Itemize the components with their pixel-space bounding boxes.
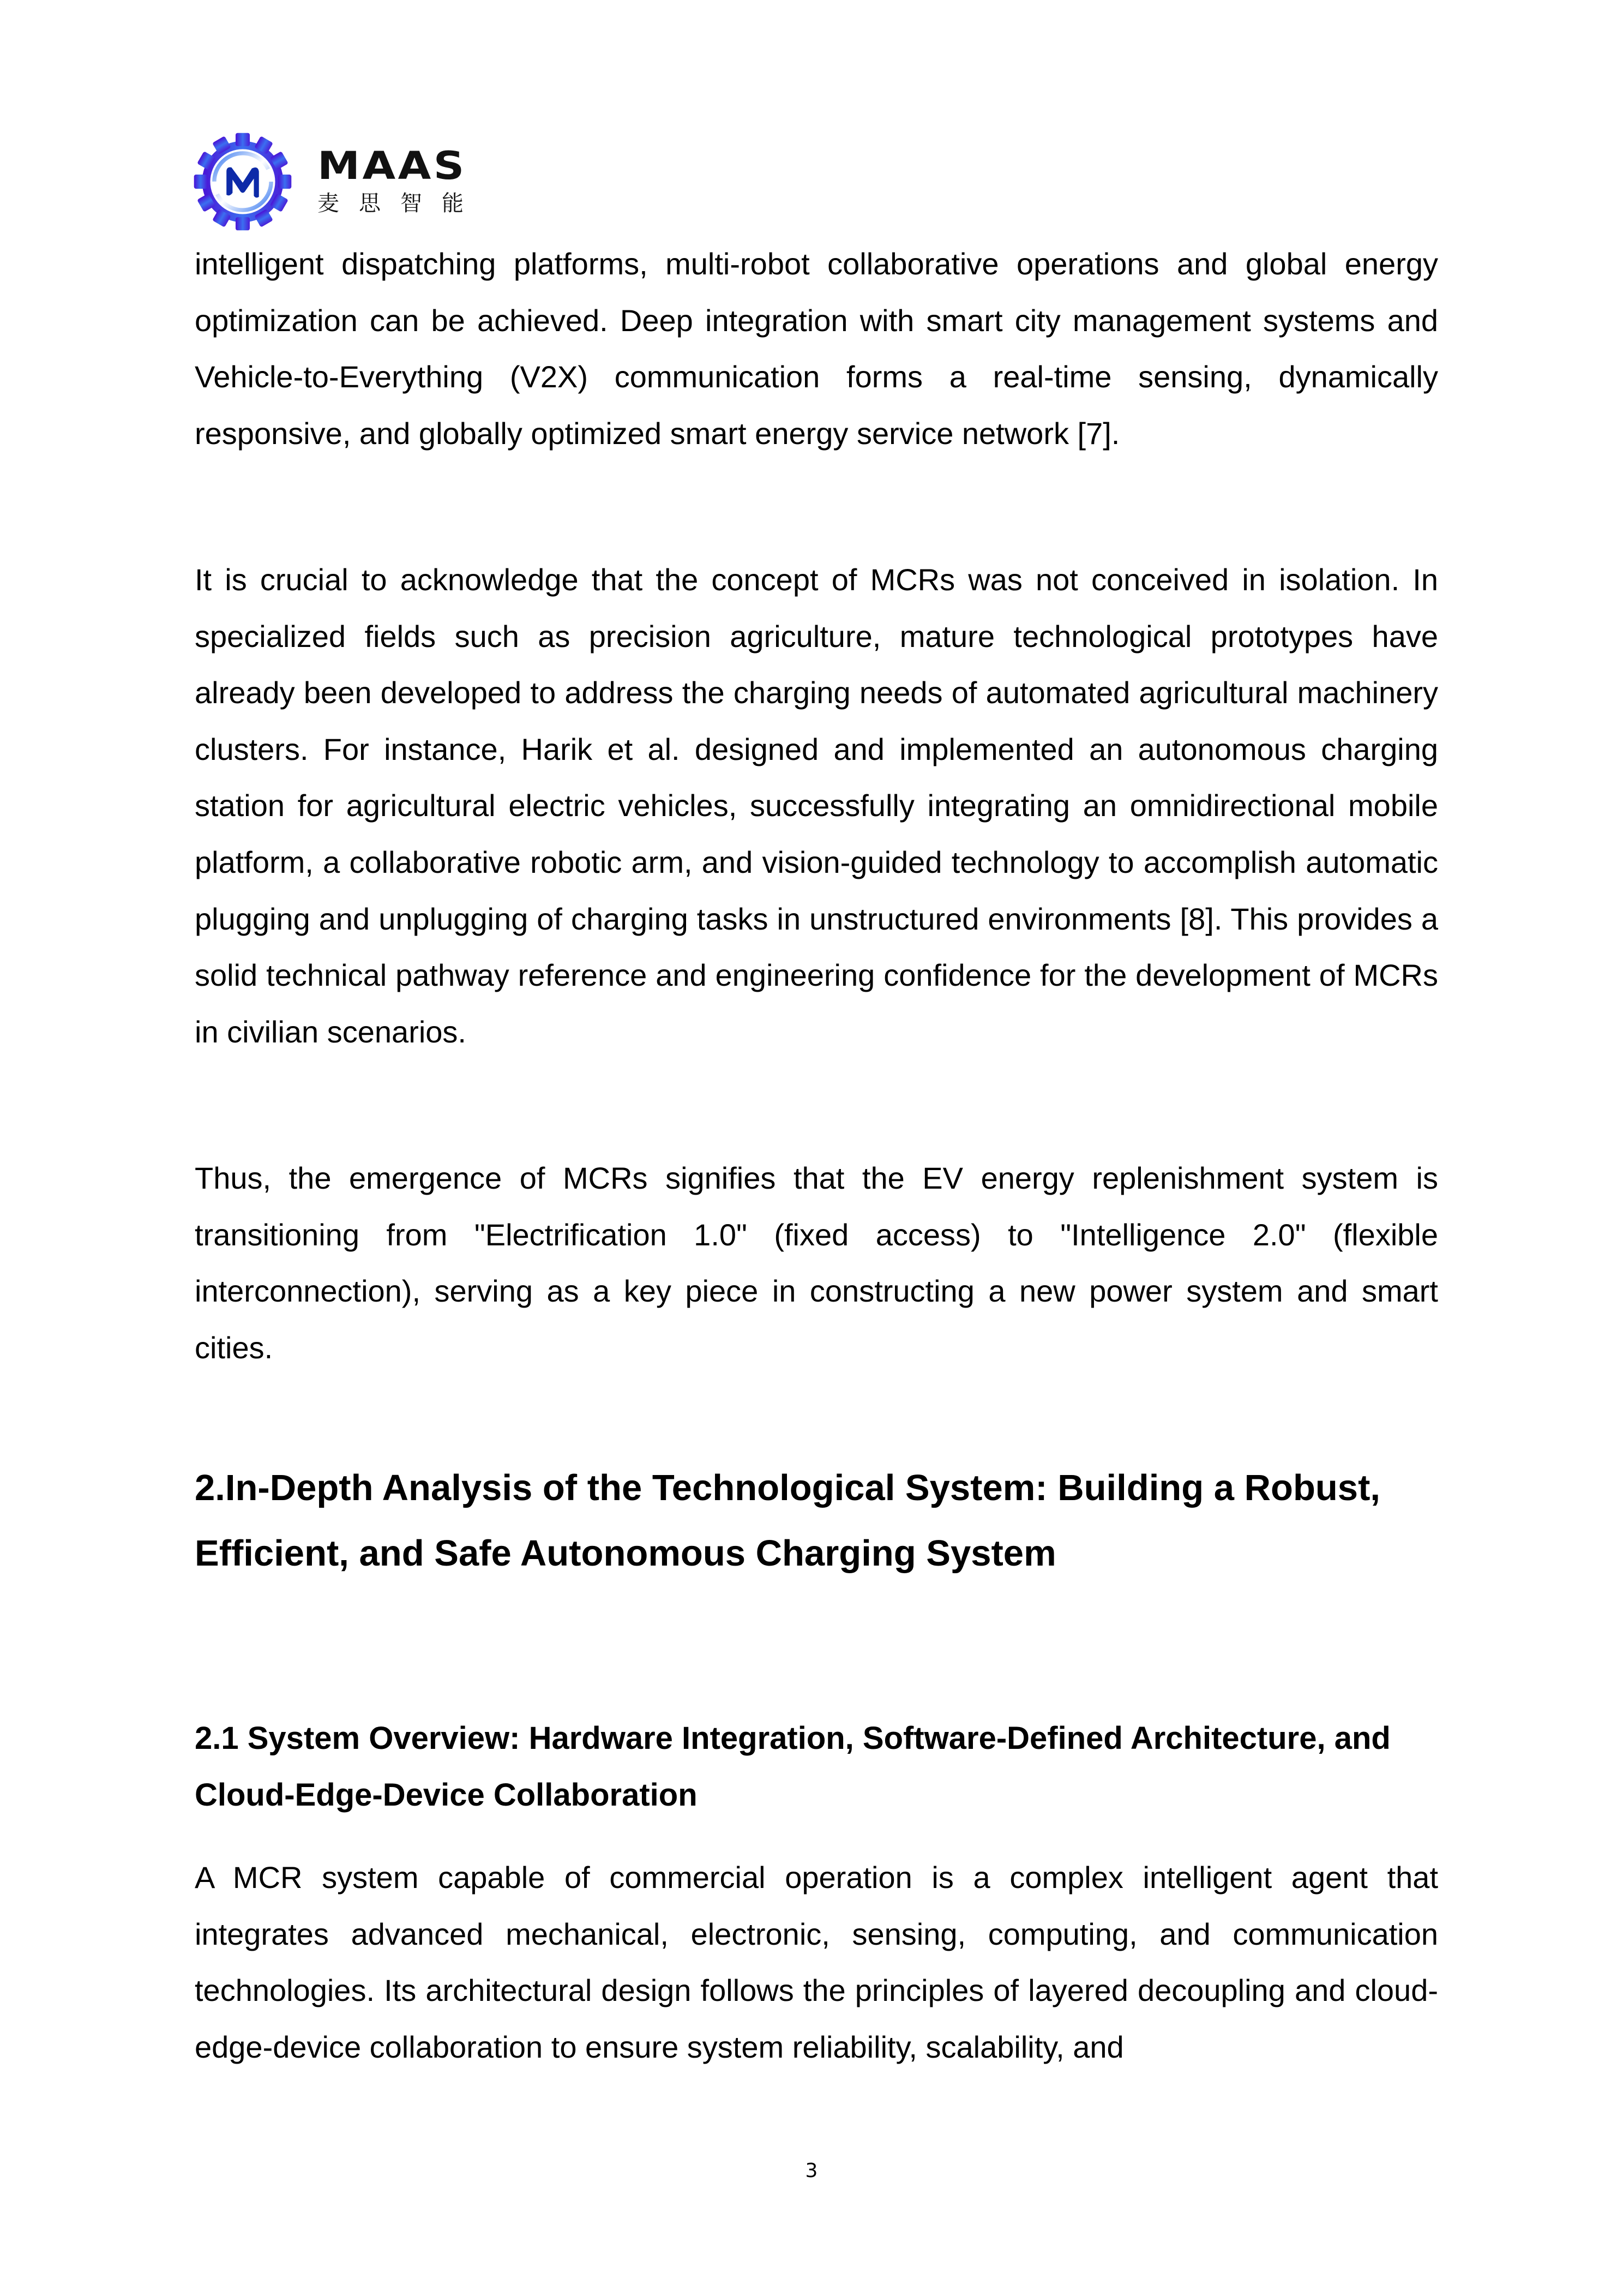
paragraph-system-overview: A MCR system capable of commercial operation is a complex intelligent agent that integrates advanced mechanical, electronic, sensing, computing, and communication technologies. Its architectural design follows the principles of layered decoupling and cloud-edge-device collaboration to ensure system reliability, scalability, and [195, 1860, 1438, 2064]
brand-name-en: MAAS [317, 143, 467, 188]
page-number: 3 [805, 2160, 818, 2182]
section-heading: 2.In-Depth Analysis of the Technological System: Building a Robust, Efficient, and Safe Autonomous Charging System [195, 1467, 1380, 1574]
paragraph-mcr-origins: It is crucial to acknowledge that the concept of MCRs was not conceived in isolation. In specialized fields such as precision agriculture, mature technological prototypes have already been developed to address the charging needs of automated agricultural machinery clusters. For instance, Harik et al. designed and implemented an autonomous charging station for agricultural electric vehicles, successfully integrating an omnidirectional mobile platform, a collaborative robotic arm, and vision-guided technology to accomplish automatic plugging and unplugging of charging tasks in unstructured environments [8]. This provides a solid technical pathway reference and engineering confidence for the development of MCRs in civilian scenarios. [195, 562, 1438, 1049]
company-logo [192, 130, 483, 233]
paragraph-dispatching: intelligent dispatching platforms, multi-robot collaborative operations and global energy optimization can be achieved. Deep integration with smart city management systems and Vehicle-to-Everything (V2X) communication forms a real-time sensing, dynamically responsive, and globally optimized smart energy service network [7]. [195, 247, 1438, 451]
gear-m-logo-icon [192, 131, 293, 232]
logo-text [317, 143, 483, 217]
subsection-heading: 2.1 System Overview: Hardware Integration, Software-Defined Architecture, and Cloud-Edge-Device Collaboration [195, 1720, 1391, 1813]
paragraph-emergence: Thus, the emergence of MCRs signifies that the EV energy replenishment system is transitioning from "Electrification 1.0" (fixed access) to "Intelligence 2.0" (flexible interconnection), serving as a key piece in constructing a new power system and smart cities. [195, 1161, 1438, 1365]
brand-name-cn: 麦思智能 [317, 191, 483, 216]
